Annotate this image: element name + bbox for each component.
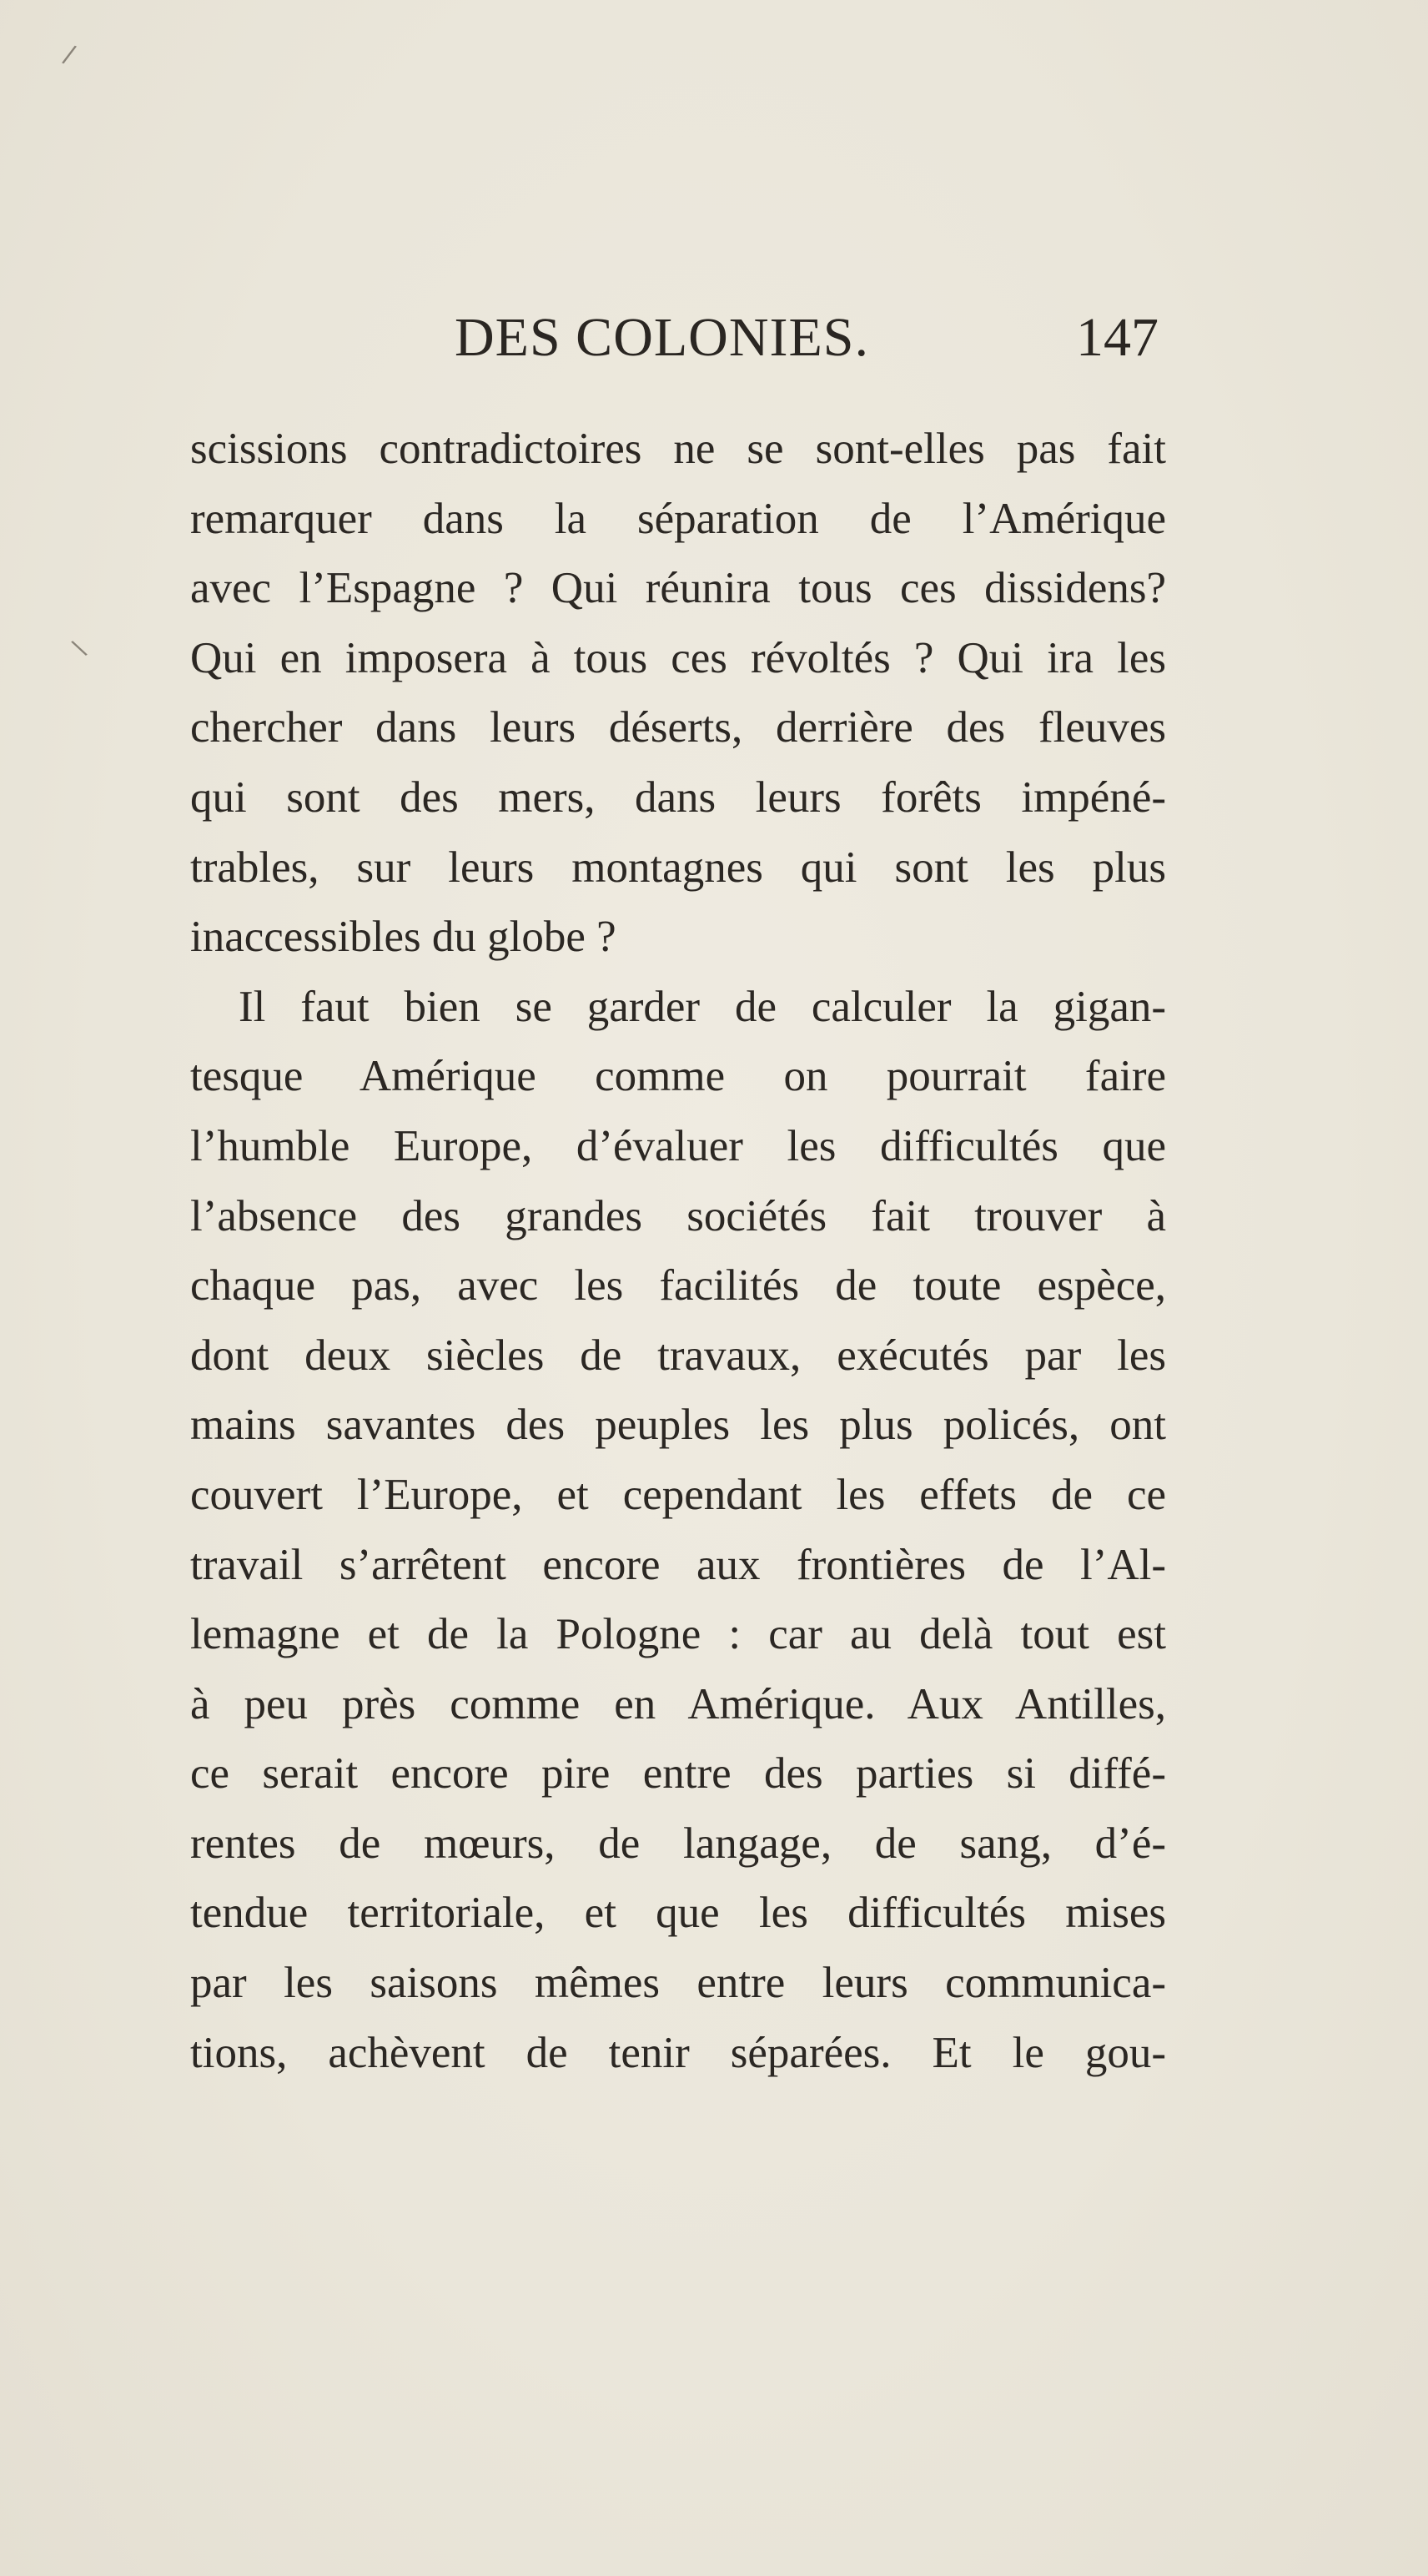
text-line: l’absence des grandes sociétés fait trouver à — [190, 1191, 1166, 1240]
body-text — [190, 415, 1166, 2088]
text-line: trables, sur leurs montagnes qui sont les plus — [190, 843, 1166, 892]
margin-mark: \ — [68, 633, 90, 662]
text-line: qui sont des mers, dans leurs forêts impéné- — [190, 772, 1166, 822]
text-line: tions, achèvent de tenir séparées. Et le gou- — [190, 2028, 1166, 2077]
margin-mark: / — [60, 39, 78, 70]
text-line: lemagne et de la Pologne : car au delà tout est — [190, 1610, 1166, 1659]
text-line: chaque pas, avec les facilités de toute espèce, — [190, 1261, 1166, 1311]
text-line: l’humble Europe, d’évaluer les difficultés que — [190, 1121, 1166, 1170]
text-line: chercher dans leurs déserts, derrière des fleuves — [190, 703, 1166, 752]
running-header — [0, 300, 1428, 375]
text-line: Qui en imposera à tous ces révoltés ? Qui ira les — [190, 633, 1166, 682]
text-line: rentes de mœurs, de langage, de sang, d’é- — [190, 1819, 1166, 1868]
text-line: à peu près comme en Amérique. Aux Antilles, — [190, 1679, 1166, 1728]
text-line: remarquer dans la séparation de l’Amérique — [190, 494, 1166, 543]
text-line: tesque Amérique comme on pourrait faire — [190, 1052, 1166, 1101]
text-line: couvert l’Europe, et cependant les effets de ce — [190, 1470, 1166, 1519]
running-title: DES COLONIES. — [455, 307, 870, 368]
text-line: par les saisons mêmes entre leurs communica- — [190, 1959, 1166, 2008]
page-number: 147 — [1076, 307, 1159, 368]
text-line: Il faut bien se garder de calculer la gigan- — [239, 982, 1166, 1031]
text-line: tendue territoriale, et que les difficultés mises — [190, 1889, 1166, 1938]
text-line: inaccessibles du globe ? — [190, 913, 616, 962]
text-line: travail s’arrêtent encore aux frontières de l’Al- — [190, 1540, 1166, 1589]
text-line: avec l’Espagne ? Qui réunira tous ces dissidens? — [190, 564, 1166, 613]
text-line: ce serait encore pire entre des parties si diffé- — [190, 1749, 1166, 1799]
text-line: mains savantes des peuples les plus policés, ont — [190, 1401, 1166, 1450]
text-line: dont deux siècles de travaux, exécutés par les — [190, 1331, 1166, 1380]
text-line: scissions contradictoires ne se sont-elles pas fait — [190, 425, 1166, 473]
